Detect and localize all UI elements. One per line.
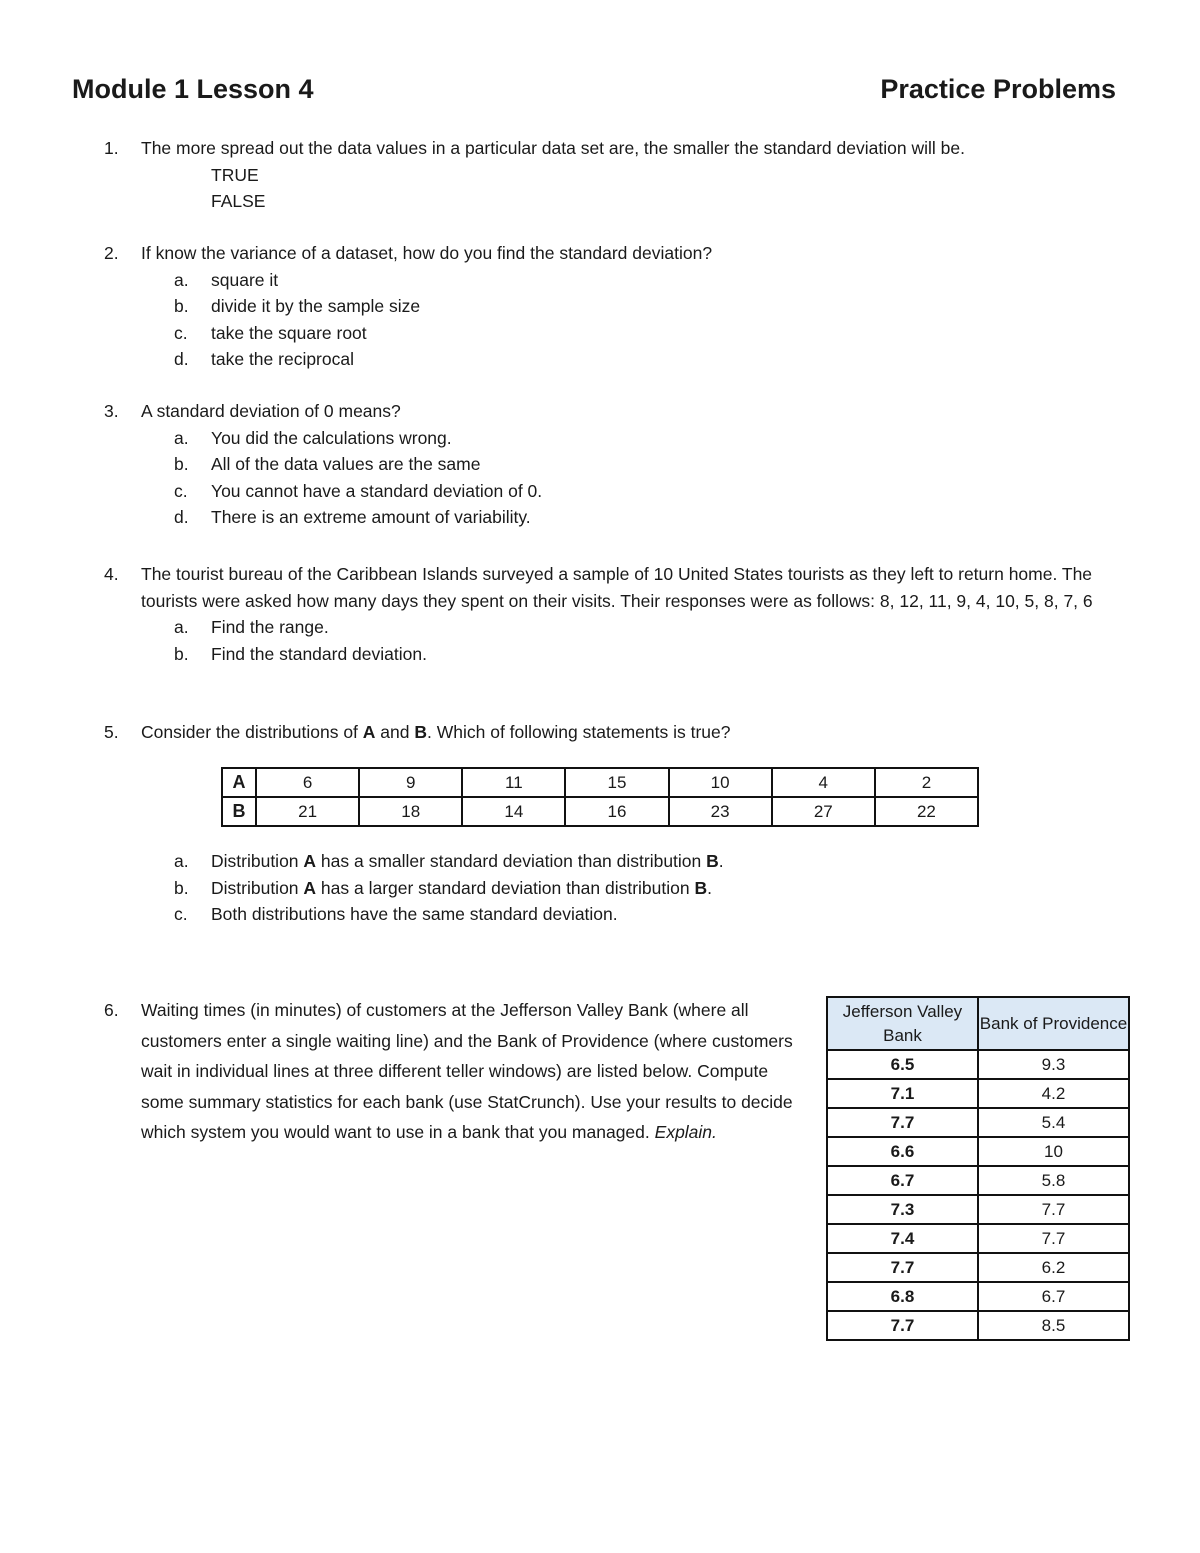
option-text: All of the data values are the same	[211, 454, 481, 474]
option-letter: b.	[174, 643, 189, 664]
table-cell: 6.2	[978, 1253, 1129, 1282]
question-5	[104, 719, 1124, 746]
module-title: Module 1 Lesson 4	[72, 74, 314, 104]
question-number: 2.	[104, 243, 119, 263]
table-cell: 7.7	[827, 1108, 978, 1137]
table-row-a	[222, 768, 978, 797]
table-cell: 6.7	[978, 1282, 1129, 1311]
question-2	[104, 240, 1124, 373]
table-row-b	[222, 797, 978, 826]
table-cell: 8.5	[978, 1311, 1129, 1340]
option-text: Both distributions have the same standard deviation.	[211, 904, 618, 924]
bank-wait-times-table	[826, 996, 1130, 1341]
table-cell: 23	[669, 797, 772, 826]
table-cell: 9	[359, 768, 462, 797]
table-cell: 7.4	[827, 1224, 978, 1253]
option-c	[174, 901, 1124, 928]
option-text: There is an extreme amount of variability.	[211, 507, 531, 527]
table-row	[827, 1224, 1129, 1253]
table-cell: 7.7	[827, 1311, 978, 1340]
question-number: 5.	[104, 722, 119, 742]
column-header-jefferson: Jefferson Valley Bank	[827, 997, 978, 1050]
question-number: 6.	[104, 1000, 119, 1020]
table-row	[827, 1253, 1129, 1282]
table-cell: 4.2	[978, 1079, 1129, 1108]
choice-true: TRUE	[211, 164, 259, 185]
choice-false: FALSE	[211, 191, 266, 211]
option-text: You cannot have a standard deviation of 0.	[211, 480, 543, 501]
option-d	[174, 504, 1124, 531]
question-number: 3.	[104, 401, 119, 421]
table-cell: 6.8	[827, 1282, 978, 1311]
table-cell: 14	[462, 797, 565, 826]
table-row	[827, 1311, 1129, 1340]
table-row	[827, 1282, 1129, 1311]
table-row	[827, 1166, 1129, 1195]
option-c	[174, 478, 1124, 505]
question-4	[104, 561, 1124, 667]
table-cell: 7.7	[978, 1195, 1129, 1224]
table-cell: 9.3	[978, 1050, 1129, 1079]
table-row	[827, 1079, 1129, 1108]
table-cell: 4	[772, 768, 875, 797]
table-row	[827, 1195, 1129, 1224]
table-cell: 5.4	[978, 1108, 1129, 1137]
option-letter: a.	[174, 851, 189, 871]
table-cell: 6	[256, 768, 359, 797]
question-number: 4.	[104, 564, 119, 584]
option-letter: a.	[174, 617, 189, 637]
page-header	[72, 74, 1116, 108]
table-cell: 7.1	[827, 1079, 978, 1108]
option-letter: b.	[174, 877, 189, 898]
row-label: B	[222, 797, 256, 826]
table-cell: 7.7	[978, 1224, 1129, 1253]
option-letter: b.	[174, 296, 189, 316]
table-cell: 22	[875, 797, 978, 826]
option-a	[174, 267, 1124, 294]
table-cell: 21	[256, 797, 359, 826]
question-number: 1.	[104, 138, 119, 158]
worksheet-title: Practice Problems	[880, 74, 1116, 104]
option-text: take the reciprocal	[211, 349, 354, 369]
question-1	[104, 135, 1124, 215]
row-label: A	[222, 768, 256, 797]
question-5-options	[104, 848, 1124, 928]
option-text: Find the range.	[211, 617, 329, 637]
table-row	[827, 1108, 1129, 1137]
question-text: Consider the distributions of A and B. Which of following statements is true?	[141, 722, 731, 742]
table-header-row	[827, 997, 1129, 1050]
table-cell: 5.8	[978, 1166, 1129, 1195]
option-letter: d.	[174, 507, 189, 527]
option-b	[174, 641, 1124, 668]
option-b	[174, 293, 1124, 320]
option-letter: c.	[174, 322, 188, 343]
question-text: Waiting times (in minutes) of customers at the Jefferson Valley Bank (where all customers enter a single waiting line) and the Bank of Providence (where customers wait in individual lines at three different teller windows) are listed below. Compute some summary statistics for each bank (use StatCrunch). Use your results to decide which system you would want to use in a bank that you managed. Explain.	[141, 1000, 793, 1142]
option-letter: c.	[174, 480, 188, 501]
table-cell: 10	[978, 1137, 1129, 1166]
option-text: You did the calculations wrong.	[211, 427, 452, 448]
option-c	[174, 320, 1124, 347]
column-header-providence: Bank of Providence	[978, 997, 1129, 1050]
option-b: b. Distribution A has a larger standard deviation than distribution B.	[211, 875, 1124, 902]
option-letter: d.	[174, 349, 189, 369]
table-row	[827, 1050, 1129, 1079]
option-a	[174, 614, 1124, 641]
table-cell: 6.6	[827, 1137, 978, 1166]
question-3	[104, 398, 1124, 531]
option-text: Find the standard deviation.	[211, 643, 427, 664]
option-d	[174, 346, 1124, 373]
option-text: take the square root	[211, 322, 367, 343]
table-cell: 2	[875, 768, 978, 797]
option-text: divide it by the sample size	[211, 296, 421, 316]
table-row	[827, 1137, 1129, 1166]
option-a	[174, 425, 1124, 452]
option-b	[174, 451, 1124, 478]
table-cell: 6.5	[827, 1050, 978, 1079]
question-text: If know the variance of a dataset, how do you find the standard deviation?	[141, 243, 713, 263]
table-cell: 18	[359, 797, 462, 826]
question-text: The more spread out the data values in a particular data set are, the smaller the standard deviation will be.	[141, 138, 965, 158]
option-letter: b.	[174, 454, 189, 474]
table-cell: 10	[669, 768, 772, 797]
option-text: square it	[211, 269, 279, 290]
table-cell: 27	[772, 797, 875, 826]
table-cell: 16	[565, 797, 668, 826]
question-6	[104, 995, 814, 1148]
table-cell: 15	[565, 768, 668, 797]
table-cell: 11	[462, 768, 565, 797]
option-letter: a.	[174, 269, 189, 290]
option-letter: c.	[174, 904, 188, 924]
question-text: A standard deviation of 0 means?	[141, 401, 401, 421]
option-a: a. Distribution A has a smaller standard deviation than distribution B.	[211, 848, 1124, 875]
option-letter: a.	[174, 427, 189, 448]
table-cell: 7.7	[827, 1253, 978, 1282]
table-cell: 6.7	[827, 1166, 978, 1195]
distribution-table	[221, 767, 979, 827]
question-text: The tourist bureau of the Caribbean Islands surveyed a sample of 10 United States tourists as they left to return home. The tourists were asked how many days they spent on their visits. Their responses were as follows: 8, 12, 11, 9, 4, 10, 5, 8, 7, 6	[141, 564, 1093, 611]
table-cell: 7.3	[827, 1195, 978, 1224]
